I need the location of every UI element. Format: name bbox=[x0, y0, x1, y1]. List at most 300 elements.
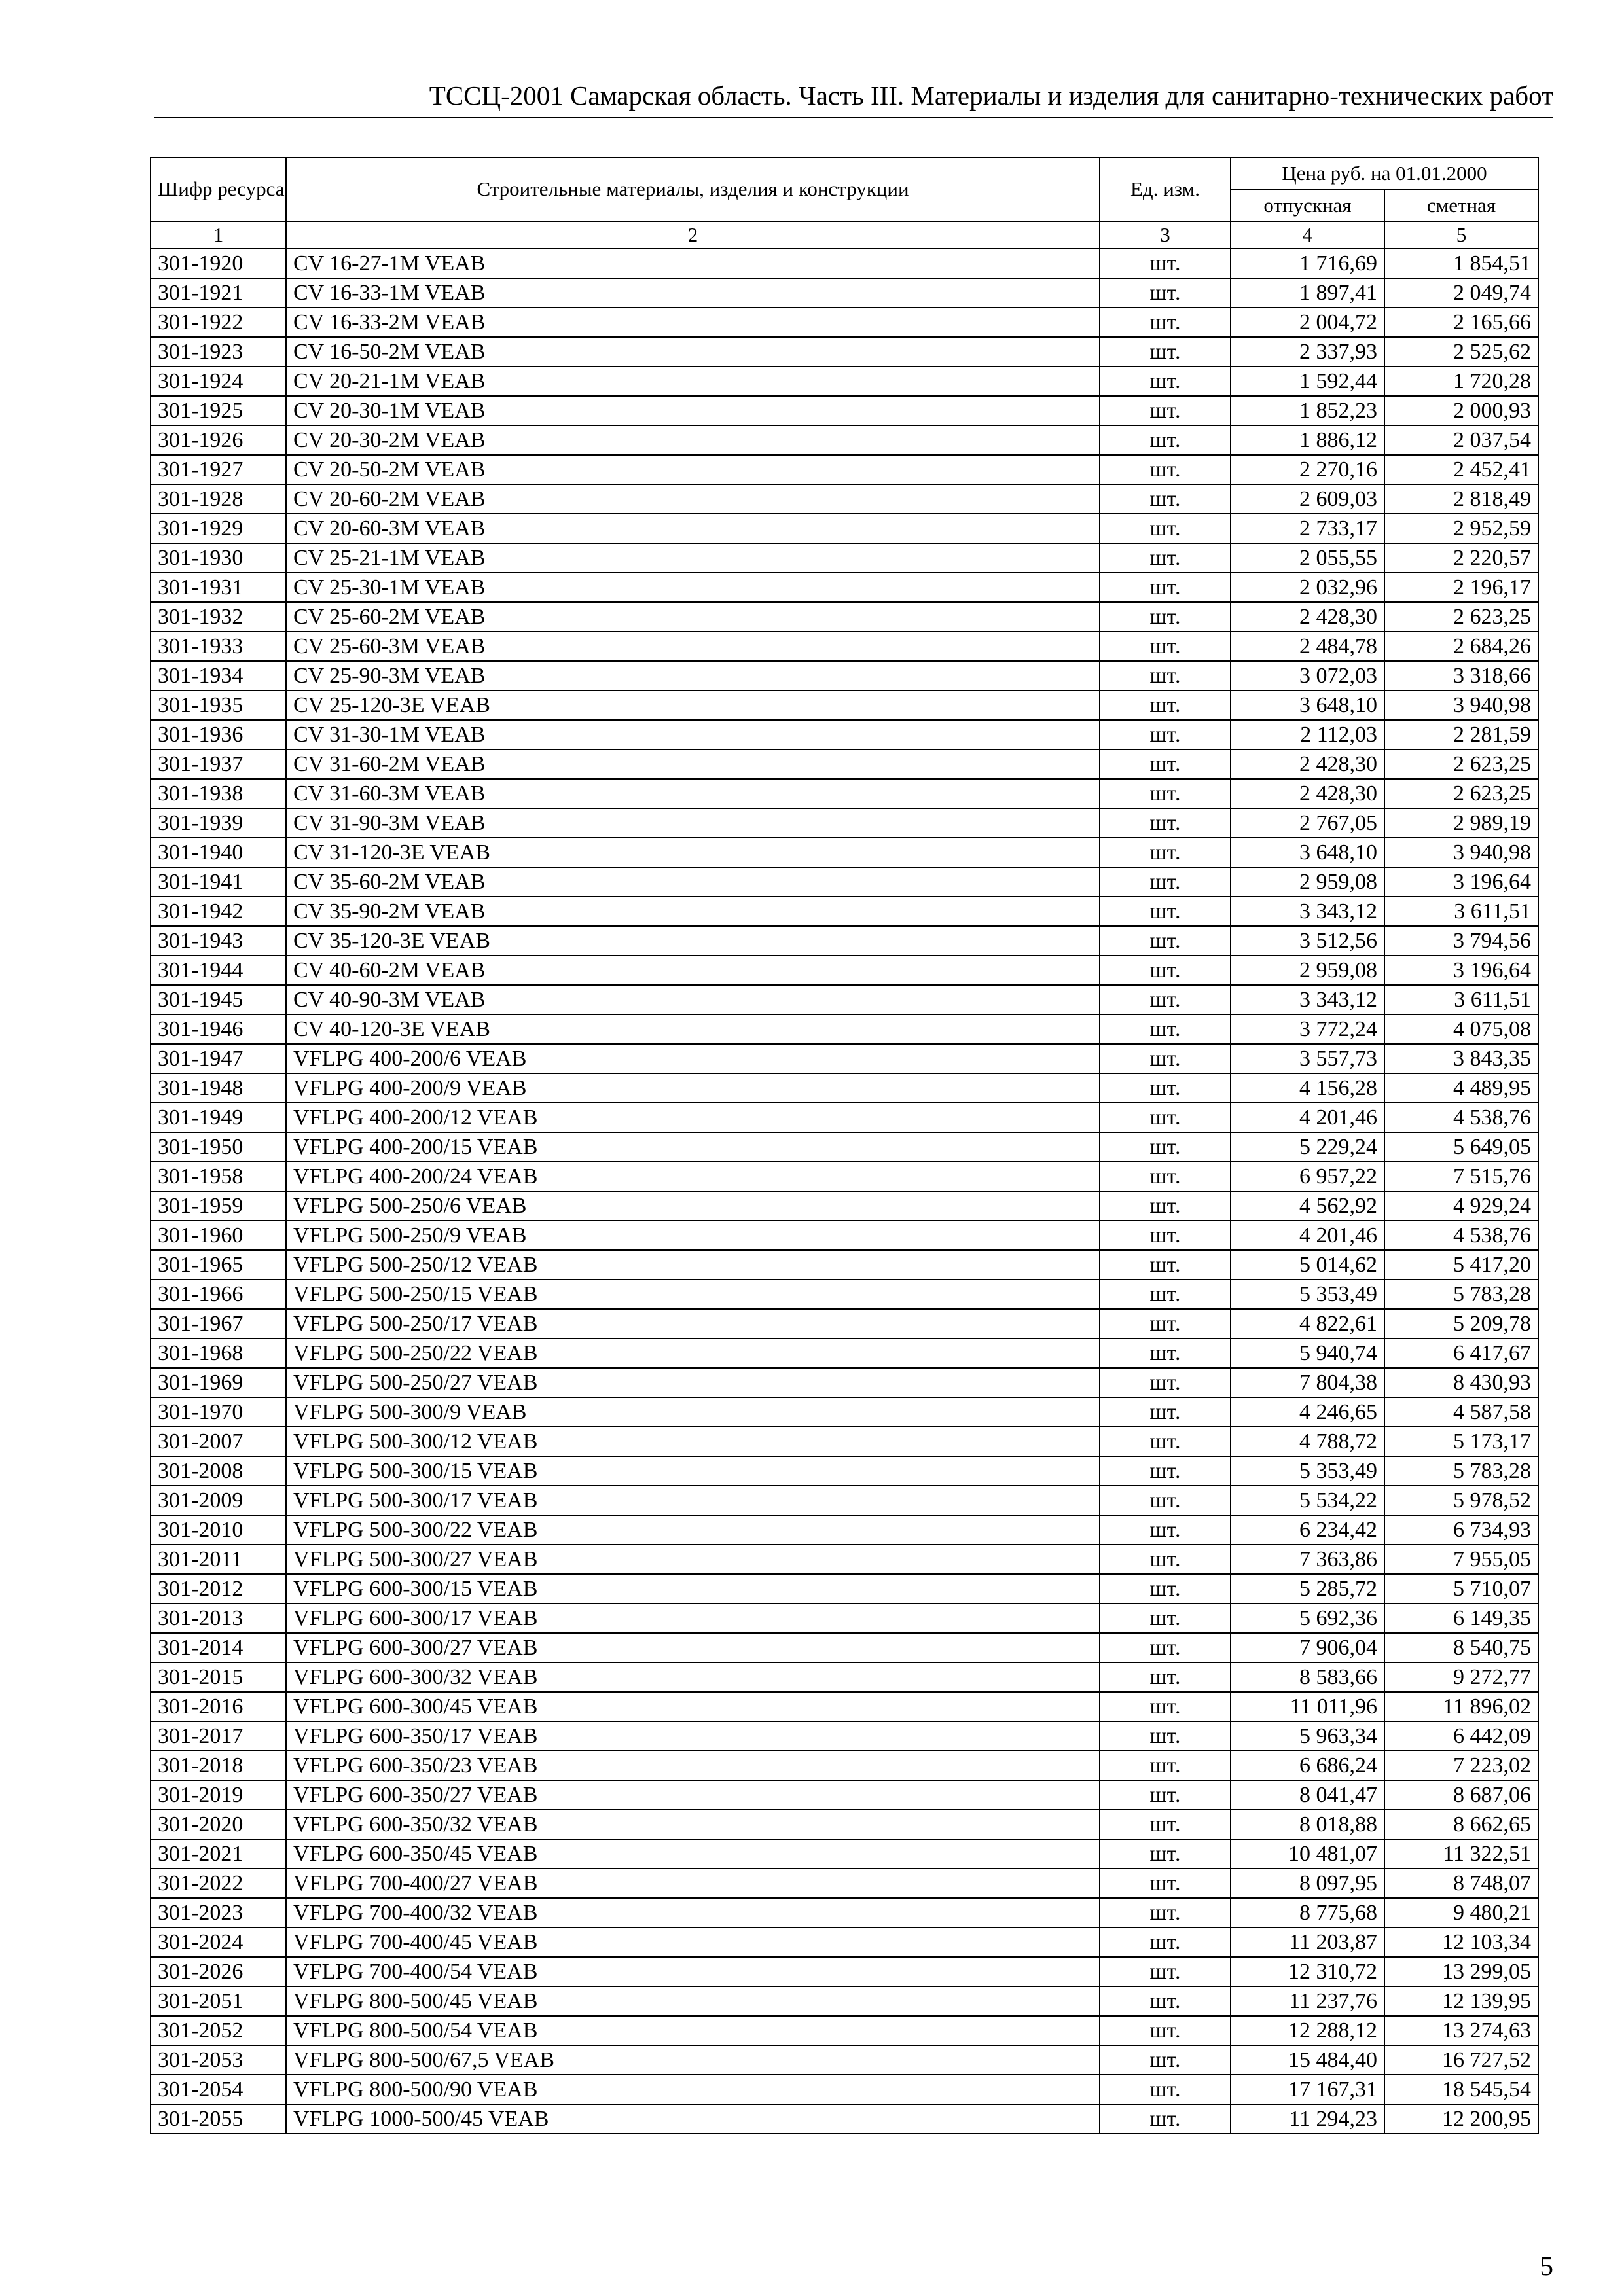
row-unit: шт. bbox=[1100, 749, 1231, 779]
row-release-price: 8 583,66 bbox=[1231, 1662, 1384, 1692]
row-release-price: 2 428,30 bbox=[1231, 602, 1384, 632]
table-row bbox=[151, 337, 1538, 367]
row-release-price: 3 072,03 bbox=[1231, 661, 1384, 691]
row-name: CV 35-90-2M VEAB bbox=[286, 897, 1100, 926]
row-estimate-price: 6 417,67 bbox=[1384, 1338, 1538, 1368]
table-row bbox=[151, 1515, 1538, 1545]
table-row bbox=[151, 1780, 1538, 1810]
row-estimate-price: 7 955,05 bbox=[1384, 1545, 1538, 1574]
table-row bbox=[151, 425, 1538, 455]
row-unit: шт. bbox=[1100, 1014, 1231, 1044]
row-name: CV 16-27-1M VEAB bbox=[286, 249, 1100, 278]
row-name: CV 25-30-1M VEAB bbox=[286, 573, 1100, 602]
row-release-price: 5 014,62 bbox=[1231, 1250, 1384, 1280]
table-row bbox=[151, 691, 1538, 720]
row-unit: шт. bbox=[1100, 278, 1231, 308]
row-release-price: 8 775,68 bbox=[1231, 1898, 1384, 1928]
row-unit: шт. bbox=[1100, 2104, 1231, 2134]
row-estimate-price: 8 662,65 bbox=[1384, 1810, 1538, 1839]
row-code: 301-1923 bbox=[151, 337, 286, 367]
table-row bbox=[151, 455, 1538, 484]
row-release-price: 8 097,95 bbox=[1231, 1869, 1384, 1898]
row-release-price: 2 055,55 bbox=[1231, 543, 1384, 573]
row-release-price: 1 592,44 bbox=[1231, 367, 1384, 396]
row-name: VFLPG 600-350/27 VEAB bbox=[286, 1780, 1100, 1810]
row-unit: шт. bbox=[1100, 1338, 1231, 1368]
row-estimate-price: 5 978,52 bbox=[1384, 1486, 1538, 1515]
row-estimate-price: 2 818,49 bbox=[1384, 484, 1538, 514]
row-unit: шт. bbox=[1100, 1986, 1231, 2016]
row-estimate-price: 4 538,76 bbox=[1384, 1221, 1538, 1250]
row-estimate-price: 5 209,78 bbox=[1384, 1309, 1538, 1338]
row-release-price: 2 337,93 bbox=[1231, 337, 1384, 367]
row-name: VFLPG 500-300/22 VEAB bbox=[286, 1515, 1100, 1545]
row-code: 301-1947 bbox=[151, 1044, 286, 1073]
row-estimate-price: 5 417,20 bbox=[1384, 1250, 1538, 1280]
row-release-price: 2 959,08 bbox=[1231, 867, 1384, 897]
row-unit: шт. bbox=[1100, 1928, 1231, 1957]
row-unit: шт. bbox=[1100, 985, 1231, 1014]
table-row bbox=[151, 308, 1538, 337]
row-estimate-price: 8 430,93 bbox=[1384, 1368, 1538, 1397]
table-row bbox=[151, 1662, 1538, 1692]
row-release-price: 5 285,72 bbox=[1231, 1574, 1384, 1604]
row-unit: шт. bbox=[1100, 1397, 1231, 1427]
row-name: VFLPG 500-250/9 VEAB bbox=[286, 1221, 1100, 1250]
row-release-price: 11 237,76 bbox=[1231, 1986, 1384, 2016]
row-release-price: 11 011,96 bbox=[1231, 1692, 1384, 1721]
row-estimate-price: 2 989,19 bbox=[1384, 808, 1538, 838]
table-row bbox=[151, 1162, 1538, 1191]
row-name: CV 31-60-2M VEAB bbox=[286, 749, 1100, 779]
row-estimate-price: 12 139,95 bbox=[1384, 1986, 1538, 2016]
row-name: VFLPG 500-300/17 VEAB bbox=[286, 1486, 1100, 1515]
row-release-price: 3 343,12 bbox=[1231, 985, 1384, 1014]
row-code: 301-1950 bbox=[151, 1132, 286, 1162]
row-unit: шт. bbox=[1100, 691, 1231, 720]
row-name: VFLPG 800-500/45 VEAB bbox=[286, 1986, 1100, 2016]
table-row bbox=[151, 720, 1538, 749]
row-estimate-price: 2 623,25 bbox=[1384, 779, 1538, 808]
row-name: VFLPG 600-300/32 VEAB bbox=[286, 1662, 1100, 1692]
row-release-price: 3 557,73 bbox=[1231, 1044, 1384, 1073]
row-estimate-price: 1 854,51 bbox=[1384, 249, 1538, 278]
table-row bbox=[151, 1309, 1538, 1338]
column-number: 3 bbox=[1100, 221, 1231, 249]
table-row bbox=[151, 1397, 1538, 1427]
row-name: VFLPG 700-400/27 VEAB bbox=[286, 1869, 1100, 1898]
row-name: CV 20-30-2M VEAB bbox=[286, 425, 1100, 455]
row-code: 301-1949 bbox=[151, 1103, 286, 1132]
row-name: VFLPG 800-500/54 VEAB bbox=[286, 2016, 1100, 2045]
row-unit: шт. bbox=[1100, 897, 1231, 926]
row-name: VFLPG 700-400/32 VEAB bbox=[286, 1898, 1100, 1928]
row-code: 301-1926 bbox=[151, 425, 286, 455]
table-row bbox=[151, 956, 1538, 985]
row-code: 301-2008 bbox=[151, 1456, 286, 1486]
row-unit: шт. bbox=[1100, 1515, 1231, 1545]
row-code: 301-1931 bbox=[151, 573, 286, 602]
table-row bbox=[151, 1280, 1538, 1309]
table-row bbox=[151, 1604, 1538, 1633]
row-release-price: 2 733,17 bbox=[1231, 514, 1384, 543]
row-release-price: 6 957,22 bbox=[1231, 1162, 1384, 1191]
row-name: VFLPG 600-350/32 VEAB bbox=[286, 1810, 1100, 1839]
row-estimate-price: 2 684,26 bbox=[1384, 632, 1538, 661]
row-code: 301-1943 bbox=[151, 926, 286, 956]
row-estimate-price: 5 783,28 bbox=[1384, 1280, 1538, 1309]
row-code: 301-2053 bbox=[151, 2045, 286, 2075]
row-name: VFLPG 400-200/12 VEAB bbox=[286, 1103, 1100, 1132]
table-row bbox=[151, 1692, 1538, 1721]
row-unit: шт. bbox=[1100, 1044, 1231, 1073]
row-release-price: 12 310,72 bbox=[1231, 1957, 1384, 1986]
row-release-price: 17 167,31 bbox=[1231, 2075, 1384, 2104]
table-row bbox=[151, 779, 1538, 808]
row-code: 301-1937 bbox=[151, 749, 286, 779]
row-code: 301-1934 bbox=[151, 661, 286, 691]
row-unit: шт. bbox=[1100, 1957, 1231, 1986]
row-unit: шт. bbox=[1100, 543, 1231, 573]
row-estimate-price: 5 649,05 bbox=[1384, 1132, 1538, 1162]
row-code: 301-2011 bbox=[151, 1545, 286, 1574]
table-row bbox=[151, 1721, 1538, 1751]
row-code: 301-1924 bbox=[151, 367, 286, 396]
table-row bbox=[151, 514, 1538, 543]
row-name: CV 35-60-2M VEAB bbox=[286, 867, 1100, 897]
row-estimate-price: 2 000,93 bbox=[1384, 396, 1538, 425]
row-estimate-price: 12 103,34 bbox=[1384, 1928, 1538, 1957]
row-name: VFLPG 500-300/12 VEAB bbox=[286, 1427, 1100, 1456]
row-code: 301-1970 bbox=[151, 1397, 286, 1427]
table-row bbox=[151, 1928, 1538, 1957]
row-unit: шт. bbox=[1100, 2045, 1231, 2075]
header-release-price: отпускная bbox=[1231, 190, 1384, 221]
row-estimate-price: 3 196,64 bbox=[1384, 956, 1538, 985]
row-release-price: 4 788,72 bbox=[1231, 1427, 1384, 1456]
row-unit: шт. bbox=[1100, 1604, 1231, 1633]
row-code: 301-1921 bbox=[151, 278, 286, 308]
row-estimate-price: 2 281,59 bbox=[1384, 720, 1538, 749]
row-name: CV 31-120-3E VEAB bbox=[286, 838, 1100, 867]
table-row bbox=[151, 632, 1538, 661]
column-number: 5 bbox=[1384, 221, 1538, 249]
row-release-price: 1 716,69 bbox=[1231, 249, 1384, 278]
table-row bbox=[151, 1574, 1538, 1604]
row-unit: шт. bbox=[1100, 1132, 1231, 1162]
row-estimate-price: 2 623,25 bbox=[1384, 749, 1538, 779]
row-unit: шт. bbox=[1100, 1368, 1231, 1397]
row-unit: шт. bbox=[1100, 337, 1231, 367]
row-unit: шт. bbox=[1100, 1545, 1231, 1574]
row-unit: шт. bbox=[1100, 1574, 1231, 1604]
row-name: CV 25-120-3E VEAB bbox=[286, 691, 1100, 720]
row-code: 301-2014 bbox=[151, 1633, 286, 1662]
table-row bbox=[151, 1221, 1538, 1250]
table-row bbox=[151, 838, 1538, 867]
row-release-price: 4 201,46 bbox=[1231, 1103, 1384, 1132]
table-row bbox=[151, 1898, 1538, 1928]
row-unit: шт. bbox=[1100, 1162, 1231, 1191]
table-row bbox=[151, 926, 1538, 956]
header-unit: Ед. изм. bbox=[1100, 158, 1231, 221]
table-row bbox=[151, 1191, 1538, 1221]
row-code: 301-1968 bbox=[151, 1338, 286, 1368]
row-code: 301-2021 bbox=[151, 1839, 286, 1869]
row-name: VFLPG 500-250/15 VEAB bbox=[286, 1280, 1100, 1309]
row-name: VFLPG 400-200/6 VEAB bbox=[286, 1044, 1100, 1073]
row-name: VFLPG 600-300/15 VEAB bbox=[286, 1574, 1100, 1604]
price-table bbox=[150, 157, 1539, 2134]
row-name: VFLPG 1000-500/45 VEAB bbox=[286, 2104, 1100, 2134]
header-price-group: Цена руб. на 01.01.2000 bbox=[1231, 158, 1538, 190]
row-unit: шт. bbox=[1100, 308, 1231, 337]
row-unit: шт. bbox=[1100, 602, 1231, 632]
price-table-header bbox=[151, 158, 1538, 249]
row-estimate-price: 3 318,66 bbox=[1384, 661, 1538, 691]
row-unit: шт. bbox=[1100, 956, 1231, 985]
column-number: 4 bbox=[1231, 221, 1384, 249]
row-unit: шт. bbox=[1100, 926, 1231, 956]
row-unit: шт. bbox=[1100, 484, 1231, 514]
table-row bbox=[151, 249, 1538, 278]
row-code: 301-1960 bbox=[151, 1221, 286, 1250]
column-number: 1 bbox=[151, 221, 286, 249]
row-release-price: 15 484,40 bbox=[1231, 2045, 1384, 2075]
row-estimate-price: 2 452,41 bbox=[1384, 455, 1538, 484]
row-unit: шт. bbox=[1100, 1898, 1231, 1928]
row-release-price: 8 041,47 bbox=[1231, 1780, 1384, 1810]
table-row bbox=[151, 661, 1538, 691]
row-name: VFLPG 500-250/27 VEAB bbox=[286, 1368, 1100, 1397]
table-row bbox=[151, 1132, 1538, 1162]
row-estimate-price: 3 940,98 bbox=[1384, 691, 1538, 720]
row-unit: шт. bbox=[1100, 808, 1231, 838]
table-row bbox=[151, 1368, 1538, 1397]
table-row bbox=[151, 1014, 1538, 1044]
row-code: 301-2013 bbox=[151, 1604, 286, 1633]
row-estimate-price: 3 611,51 bbox=[1384, 897, 1538, 926]
row-release-price: 2 484,78 bbox=[1231, 632, 1384, 661]
row-release-price: 6 234,42 bbox=[1231, 1515, 1384, 1545]
row-release-price: 5 534,22 bbox=[1231, 1486, 1384, 1515]
row-name: CV 20-30-1M VEAB bbox=[286, 396, 1100, 425]
row-name: VFLPG 500-250/17 VEAB bbox=[286, 1309, 1100, 1338]
row-unit: шт. bbox=[1100, 1456, 1231, 1486]
row-estimate-price: 3 843,35 bbox=[1384, 1044, 1538, 1073]
row-release-price: 2 609,03 bbox=[1231, 484, 1384, 514]
row-code: 301-1930 bbox=[151, 543, 286, 573]
row-name: VFLPG 600-350/17 VEAB bbox=[286, 1721, 1100, 1751]
column-number: 2 bbox=[286, 221, 1100, 249]
row-estimate-price: 3 611,51 bbox=[1384, 985, 1538, 1014]
row-code: 301-1935 bbox=[151, 691, 286, 720]
row-code: 301-1967 bbox=[151, 1309, 286, 1338]
row-release-price: 5 692,36 bbox=[1231, 1604, 1384, 1633]
row-name: CV 31-60-3M VEAB bbox=[286, 779, 1100, 808]
table-row bbox=[151, 573, 1538, 602]
row-code: 301-1932 bbox=[151, 602, 286, 632]
row-estimate-price: 3 940,98 bbox=[1384, 838, 1538, 867]
row-code: 301-1927 bbox=[151, 455, 286, 484]
row-name: CV 40-90-3M VEAB bbox=[286, 985, 1100, 1014]
row-release-price: 3 648,10 bbox=[1231, 691, 1384, 720]
row-name: CV 40-120-3E VEAB bbox=[286, 1014, 1100, 1044]
row-code: 301-1966 bbox=[151, 1280, 286, 1309]
table-row bbox=[151, 2104, 1538, 2134]
table-row bbox=[151, 2075, 1538, 2104]
table-row bbox=[151, 602, 1538, 632]
row-estimate-price: 16 727,52 bbox=[1384, 2045, 1538, 2075]
row-estimate-price: 13 299,05 bbox=[1384, 1957, 1538, 1986]
row-estimate-price: 2 623,25 bbox=[1384, 602, 1538, 632]
table-row bbox=[151, 1427, 1538, 1456]
row-unit: шт. bbox=[1100, 249, 1231, 278]
row-release-price: 8 018,88 bbox=[1231, 1810, 1384, 1839]
row-name: CV 25-90-3M VEAB bbox=[286, 661, 1100, 691]
table-row bbox=[151, 1839, 1538, 1869]
row-code: 301-2010 bbox=[151, 1515, 286, 1545]
row-estimate-price: 8 540,75 bbox=[1384, 1633, 1538, 1662]
row-release-price: 4 201,46 bbox=[1231, 1221, 1384, 1250]
row-code: 301-1939 bbox=[151, 808, 286, 838]
row-release-price: 5 963,34 bbox=[1231, 1721, 1384, 1751]
row-code: 301-2015 bbox=[151, 1662, 286, 1692]
row-code: 301-2018 bbox=[151, 1751, 286, 1780]
row-release-price: 1 886,12 bbox=[1231, 425, 1384, 455]
table-row bbox=[151, 1044, 1538, 1073]
row-unit: шт. bbox=[1100, 514, 1231, 543]
header-name: Строительные материалы, изделия и конструкции bbox=[286, 158, 1100, 221]
row-release-price: 2 112,03 bbox=[1231, 720, 1384, 749]
row-release-price: 4 246,65 bbox=[1231, 1397, 1384, 1427]
row-unit: шт. bbox=[1100, 1751, 1231, 1780]
row-release-price: 2 032,96 bbox=[1231, 573, 1384, 602]
page-number: 5 bbox=[1540, 2251, 1553, 2281]
row-name: VFLPG 600-300/27 VEAB bbox=[286, 1633, 1100, 1662]
table-row bbox=[151, 1545, 1538, 1574]
row-code: 301-1946 bbox=[151, 1014, 286, 1044]
row-name: VFLPG 600-300/17 VEAB bbox=[286, 1604, 1100, 1633]
table-row bbox=[151, 2045, 1538, 2075]
row-release-price: 11 203,87 bbox=[1231, 1928, 1384, 1957]
row-release-price: 11 294,23 bbox=[1231, 2104, 1384, 2134]
row-name: CV 25-21-1M VEAB bbox=[286, 543, 1100, 573]
row-unit: шт. bbox=[1100, 1662, 1231, 1692]
row-release-price: 2 767,05 bbox=[1231, 808, 1384, 838]
row-code: 301-1936 bbox=[151, 720, 286, 749]
row-code: 301-1965 bbox=[151, 1250, 286, 1280]
row-release-price: 10 481,07 bbox=[1231, 1839, 1384, 1869]
row-release-price: 2 959,08 bbox=[1231, 956, 1384, 985]
row-unit: шт. bbox=[1100, 2075, 1231, 2104]
row-estimate-price: 5 710,07 bbox=[1384, 1574, 1538, 1604]
row-name: CV 16-33-1M VEAB bbox=[286, 278, 1100, 308]
row-name: VFLPG 400-200/9 VEAB bbox=[286, 1073, 1100, 1103]
table-row bbox=[151, 543, 1538, 573]
row-release-price: 3 648,10 bbox=[1231, 838, 1384, 867]
table-row bbox=[151, 1869, 1538, 1898]
row-unit: шт. bbox=[1100, 632, 1231, 661]
row-unit: шт. bbox=[1100, 1191, 1231, 1221]
row-name: VFLPG 800-500/90 VEAB bbox=[286, 2075, 1100, 2104]
row-name: VFLPG 500-250/6 VEAB bbox=[286, 1191, 1100, 1221]
row-release-price: 4 562,92 bbox=[1231, 1191, 1384, 1221]
row-estimate-price: 2 525,62 bbox=[1384, 337, 1538, 367]
row-unit: шт. bbox=[1100, 2016, 1231, 2045]
table-row bbox=[151, 484, 1538, 514]
row-name: CV 35-120-3E VEAB bbox=[286, 926, 1100, 956]
row-code: 301-2023 bbox=[151, 1898, 286, 1928]
row-unit: шт. bbox=[1100, 1309, 1231, 1338]
table-row bbox=[151, 1103, 1538, 1132]
row-name: CV 31-30-1M VEAB bbox=[286, 720, 1100, 749]
row-unit: шт. bbox=[1100, 425, 1231, 455]
row-estimate-price: 8 687,06 bbox=[1384, 1780, 1538, 1810]
row-unit: шт. bbox=[1100, 1103, 1231, 1132]
row-code: 301-1945 bbox=[151, 985, 286, 1014]
row-name: VFLPG 500-300/15 VEAB bbox=[286, 1456, 1100, 1486]
row-code: 301-1920 bbox=[151, 249, 286, 278]
row-estimate-price: 5 783,28 bbox=[1384, 1456, 1538, 1486]
row-name: VFLPG 500-250/22 VEAB bbox=[286, 1338, 1100, 1368]
row-name: VFLPG 700-400/45 VEAB bbox=[286, 1928, 1100, 1957]
row-name: CV 20-21-1M VEAB bbox=[286, 367, 1100, 396]
table-row bbox=[151, 985, 1538, 1014]
row-code: 301-1929 bbox=[151, 514, 286, 543]
row-estimate-price: 7 515,76 bbox=[1384, 1162, 1538, 1191]
table-row bbox=[151, 396, 1538, 425]
row-name: VFLPG 700-400/54 VEAB bbox=[286, 1957, 1100, 1986]
row-name: VFLPG 500-250/12 VEAB bbox=[286, 1250, 1100, 1280]
row-estimate-price: 2 220,57 bbox=[1384, 543, 1538, 573]
row-code: 301-2009 bbox=[151, 1486, 286, 1515]
row-code: 301-1942 bbox=[151, 897, 286, 926]
row-release-price: 6 686,24 bbox=[1231, 1751, 1384, 1780]
row-name: CV 25-60-2M VEAB bbox=[286, 602, 1100, 632]
row-estimate-price: 11 896,02 bbox=[1384, 1692, 1538, 1721]
row-estimate-price: 2 196,17 bbox=[1384, 573, 1538, 602]
row-estimate-price: 3 196,64 bbox=[1384, 867, 1538, 897]
table-row bbox=[151, 278, 1538, 308]
table-row bbox=[151, 1751, 1538, 1780]
row-unit: шт. bbox=[1100, 1692, 1231, 1721]
row-name: VFLPG 400-200/15 VEAB bbox=[286, 1132, 1100, 1162]
row-unit: шт. bbox=[1100, 455, 1231, 484]
row-code: 301-1922 bbox=[151, 308, 286, 337]
row-code: 301-2026 bbox=[151, 1957, 286, 1986]
row-release-price: 1 852,23 bbox=[1231, 396, 1384, 425]
row-code: 301-2022 bbox=[151, 1869, 286, 1898]
row-name: CV 31-90-3M VEAB bbox=[286, 808, 1100, 838]
row-release-price: 12 288,12 bbox=[1231, 2016, 1384, 2045]
row-unit: шт. bbox=[1100, 720, 1231, 749]
row-unit: шт. bbox=[1100, 1721, 1231, 1751]
row-estimate-price: 12 200,95 bbox=[1384, 2104, 1538, 2134]
row-estimate-price: 11 322,51 bbox=[1384, 1839, 1538, 1869]
row-code: 301-2019 bbox=[151, 1780, 286, 1810]
row-unit: шт. bbox=[1100, 1780, 1231, 1810]
row-code: 301-1941 bbox=[151, 867, 286, 897]
row-release-price: 5 353,49 bbox=[1231, 1456, 1384, 1486]
row-unit: шт. bbox=[1100, 1839, 1231, 1869]
table-row bbox=[151, 867, 1538, 897]
table-row bbox=[151, 1957, 1538, 1986]
row-code: 301-2054 bbox=[151, 2075, 286, 2104]
row-release-price: 7 804,38 bbox=[1231, 1368, 1384, 1397]
row-estimate-price: 2 049,74 bbox=[1384, 278, 1538, 308]
row-code: 301-1969 bbox=[151, 1368, 286, 1397]
